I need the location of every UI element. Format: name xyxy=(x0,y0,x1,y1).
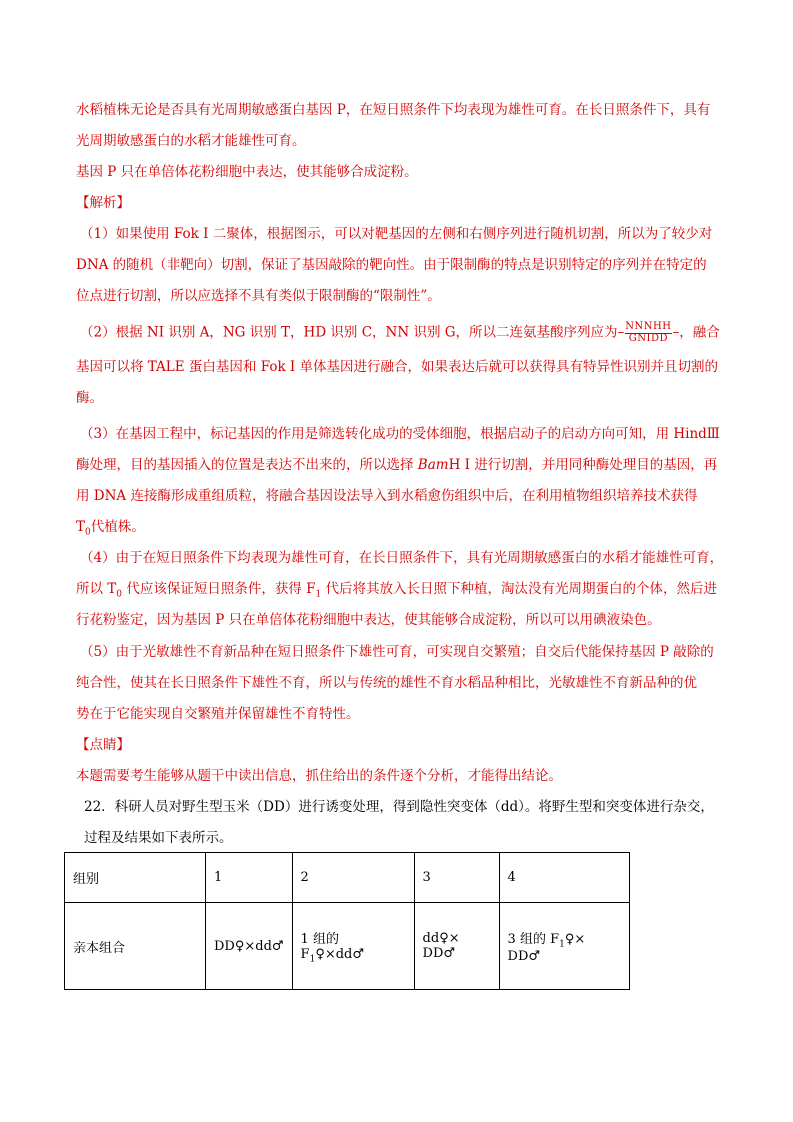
comment-line: 本题需要考生能够从题干中读出信息，抓住给出的条件逐个分析，才能得出结论。 xyxy=(76,768,562,784)
enzyme-name-italic: Bam xyxy=(417,457,449,473)
subscript: 0 xyxy=(116,589,123,600)
analysis-line: 行花粉鉴定，因为基因 P 只在单倍体花粉细胞中表达，使其能够合成淀粉，所以可以用碘液染色。 xyxy=(76,612,661,628)
analysis-text: H Ⅰ 进行切割，并用同种酶处理目的基因，再 xyxy=(448,457,718,473)
table-cell xyxy=(292,903,414,990)
analysis-line: 纯合性，使其在长日照条件下雄性不育，所以与传统的雄性不育水稻品种相比，光敏雄性不育新品种的优 xyxy=(76,675,697,691)
analysis-line: （3）在基因工程中，标记基因的作用是筛选转化成功的受体细胞，根据启动子的启动方向可知，用 HindⅢ xyxy=(80,426,720,442)
analysis-line: 势在于它能实现自交繁殖并保留雄性不育特性。 xyxy=(76,706,360,722)
answer-line: 光周期敏感蛋白的水稻才能雄性可育。 xyxy=(76,133,306,149)
amino-acid-sequence xyxy=(625,322,671,344)
table-cell xyxy=(499,903,629,990)
analysis-text: 代后将其放入长日照下种植，淘汰没有光周期蛋白的个体，然后进 xyxy=(321,581,718,597)
analysis-text: 代植株。 xyxy=(90,519,145,535)
analysis-line: （1）如果使用 Fok Ⅰ 二聚体，根据图示，可以对靶基因的左侧和右侧序列进行随机切割，所以为了较少对 xyxy=(80,226,713,242)
question-22-line: 22．科研人员对野生型玉米（DD）进行诱变处理，得到隐性突变体（dd）。将野生型和突变体进行杂交， xyxy=(84,799,714,815)
subscript: 0 xyxy=(85,527,91,538)
cross-results-table xyxy=(64,852,630,990)
header-cell: 4 xyxy=(499,853,629,903)
analysis-line: DNA 的随机（非靶向）切割，保证了基因敲除的靶向性。由于限制酶的特点是识别特定的序列并在特定的 xyxy=(76,257,707,273)
analysis-line: （4）由于在短日照条件下均表现为雄性可育，在长日照条件下，具有光周期敏感蛋白的水稻才能雄性可育， xyxy=(80,550,724,566)
sequence-bottom: GNIDD xyxy=(628,333,669,344)
analysis-text: 酶处理，目的基因插入的位置是表达不出来的，所以选择 xyxy=(76,457,418,473)
table-cell: DD♀×dd♂ xyxy=(206,903,293,990)
table-header-row xyxy=(65,853,630,903)
table-cell: dd♀× DD♂ xyxy=(414,903,499,990)
analysis-line: 酶。 xyxy=(76,390,103,406)
analysis-line: 基因可以将 TALE 蛋白基因和 Fok Ⅰ 单体基因进行融合，如果表达后就可以获得具有特异性识别并且切割的 xyxy=(76,359,719,375)
analysis-line xyxy=(76,518,145,542)
subscript: 1 xyxy=(315,589,322,600)
subscript: 1 xyxy=(309,954,316,965)
analysis-line xyxy=(76,580,717,604)
analysis-line-sequence xyxy=(80,322,720,344)
sequence-top: NNNHH xyxy=(625,321,672,332)
question-22-line: 过程及结果如下表所示。 xyxy=(84,830,233,846)
row-label-parents: 亲本组合 xyxy=(65,903,206,990)
section-heading-comment: 【点睛】 xyxy=(76,737,130,753)
table-row xyxy=(65,903,630,990)
section-heading-analysis: 【解析】 xyxy=(76,195,130,211)
header-cell: 3 xyxy=(414,853,499,903)
header-cell-group: 组别 xyxy=(65,853,206,903)
analysis-text: （2）根据 NI 识别 A，NG 识别 T，HD 识别 C，NN 识别 G，所以二连氨基酸序列应为– xyxy=(80,324,625,341)
cell-text: 1 组的 F xyxy=(300,931,339,962)
analysis-text: 所以 T xyxy=(76,581,117,597)
subscript: 1 xyxy=(559,939,565,950)
answer-line: 水稻植株无论是否具有光周期敏感蛋白基因 P，在短日照条件下均表现为雄性可育。在长日照条件下，具有 xyxy=(76,102,711,118)
header-cell: 2 xyxy=(292,853,414,903)
cell-text: ♀× DD♂ xyxy=(507,931,586,965)
cell-text: 3 组的 F xyxy=(507,931,560,947)
analysis-line: （5）由于光敏雄性不育新品种在短日照条件下雄性可育，可实现自交繁殖；自交后代能保持基因 P 敲除的 xyxy=(80,644,714,660)
analysis-text: –，融合 xyxy=(672,324,720,341)
analysis-line xyxy=(76,456,717,474)
analysis-text: 代应该保证短日照条件，获得 F xyxy=(122,581,316,597)
header-cell: 1 xyxy=(206,853,293,903)
answer-line: 基因 P 只在单倍体花粉细胞中表达，使其能够合成淀粉。 xyxy=(76,164,418,180)
analysis-line: 用 DNA 连接酶形成重组质粒，将融合基因设法导入到水稻愈伤组织中后，在利用植物组织培养技术获得 xyxy=(76,488,698,504)
cell-text: ♀×dd♂ xyxy=(315,946,365,962)
analysis-line: 位点进行切割，所以应选择不具有类似于限制酶的“限制性”。 xyxy=(76,288,441,304)
analysis-text: T xyxy=(76,519,86,535)
